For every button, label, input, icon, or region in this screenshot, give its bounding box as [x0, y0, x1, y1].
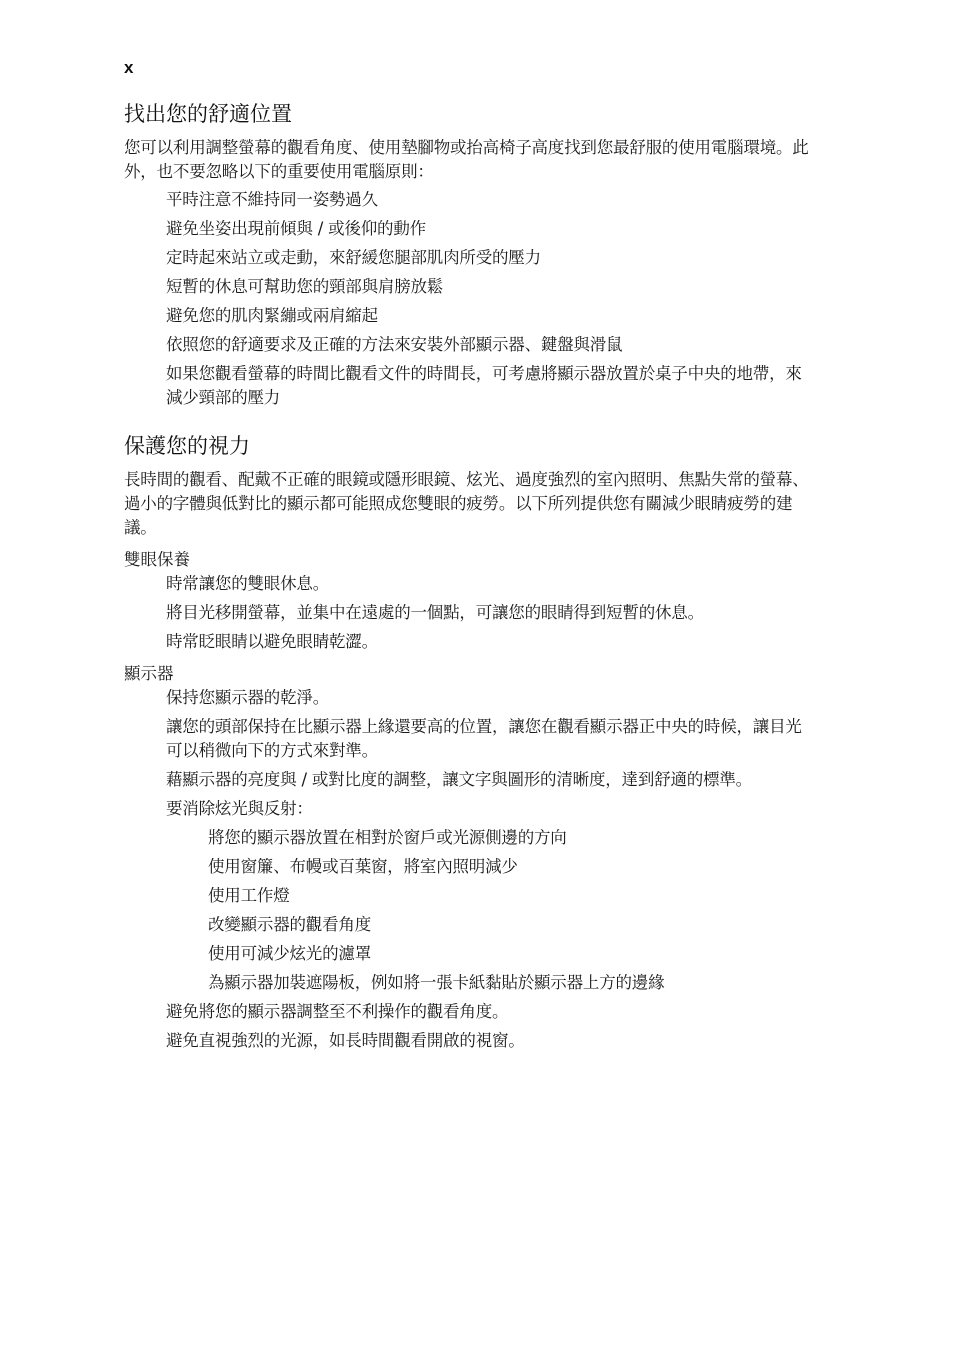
sub-list-item: 將您的顯示器放置在相對於窗戶或光源側邊的方向 — [208, 828, 567, 847]
glare-sublist — [166, 826, 814, 995]
sub-list-item: 改變顯示器的觀看角度 — [208, 915, 372, 934]
sub-list-item: 使用可減少炫光的濾罩 — [208, 944, 372, 963]
list-item: 時常讓您的雙眼休息。 — [166, 574, 330, 593]
list-item: 將目光移開螢幕，並集中在遠處的一個點，可讓您的眼睛得到短暫的休息。 — [166, 603, 704, 622]
sub-list-item: 使用工作燈 — [208, 886, 290, 905]
list-item: 依照您的舒適要求及正確的方法來安裝外部顯示器、鍵盤與滑鼠 — [166, 335, 623, 354]
list-item: 如果您觀看螢幕的時間比觀看文件的時間長，可考慮將顯示器放置於桌子中央的地帶，來減少頸部的壓力 — [166, 364, 802, 407]
glare-label: 要消除炫光與反射： — [166, 799, 313, 818]
sub-list-item: 使用窗簾、布幔或百葉窗，將室內照明減少 — [208, 857, 518, 876]
section-title-vision: 保護您的視力 — [124, 434, 250, 458]
page-content — [124, 100, 814, 1058]
subheading-display: 顯示器 — [124, 664, 174, 683]
comfort-list — [124, 188, 814, 410]
list-item-glare — [166, 797, 814, 995]
list-item: 短暫的休息可幫助您的頸部與肩膀放鬆 — [166, 277, 444, 296]
section-title-comfort: 找出您的舒適位置 — [124, 102, 292, 126]
list-item: 平時注意不維持同一姿勢過久 — [166, 190, 378, 209]
list-item: 避免坐姿出現前傾與 / 或後仰的動作 — [166, 219, 426, 238]
list-item: 藉顯示器的亮度與 / 或對比度的調整，讓文字與圖形的清晰度，達到舒適的標準。 — [166, 770, 752, 789]
list-item: 讓您的頭部保持在比顯示器上緣還要高的位置，讓您在觀看顯示器正中央的時候，讓目光可以稍微向下的方式來對準。 — [166, 717, 802, 760]
list-item: 定時起來站立或走動，來舒緩您腿部肌肉所受的壓力 — [166, 248, 541, 267]
page-number: x — [124, 58, 134, 77]
section-intro-vision: 長時間的觀看、配戴不正確的眼鏡或隱形眼鏡、炫光、過度強烈的室內照明、焦點失常的螢幕、過小的字體與低對比的顯示都可能照成您雙眼的疲勞。以下所列提供您有關減少眼睛疲勞的建議。 — [124, 470, 809, 537]
section-intro-comfort: 您可以利用調整螢幕的觀看角度、使用墊腳物或抬高椅子高度找到您最舒服的使用電腦環境。此外，也不要忽略以下的重要使用電腦原則： — [124, 138, 809, 181]
eye-care-list — [124, 572, 814, 654]
subheading-eye-care: 雙眼保養 — [124, 550, 190, 569]
sub-list-item: 為顯示器加裝遮陽板，例如將一張卡紙黏貼於顯示器上方的邊緣 — [208, 973, 665, 992]
list-item: 保持您顯示器的乾淨。 — [166, 688, 330, 707]
list-item: 避免將您的顯示器調整至不利操作的觀看角度。 — [166, 1002, 509, 1021]
list-item: 避免直視強烈的光源，如長時間觀看開啟的視窗。 — [166, 1031, 525, 1050]
list-item: 時常眨眼睛以避免眼睛乾澀。 — [166, 632, 378, 651]
display-list — [124, 686, 814, 1053]
list-item: 避免您的肌肉緊繃或兩肩縮起 — [166, 306, 378, 325]
